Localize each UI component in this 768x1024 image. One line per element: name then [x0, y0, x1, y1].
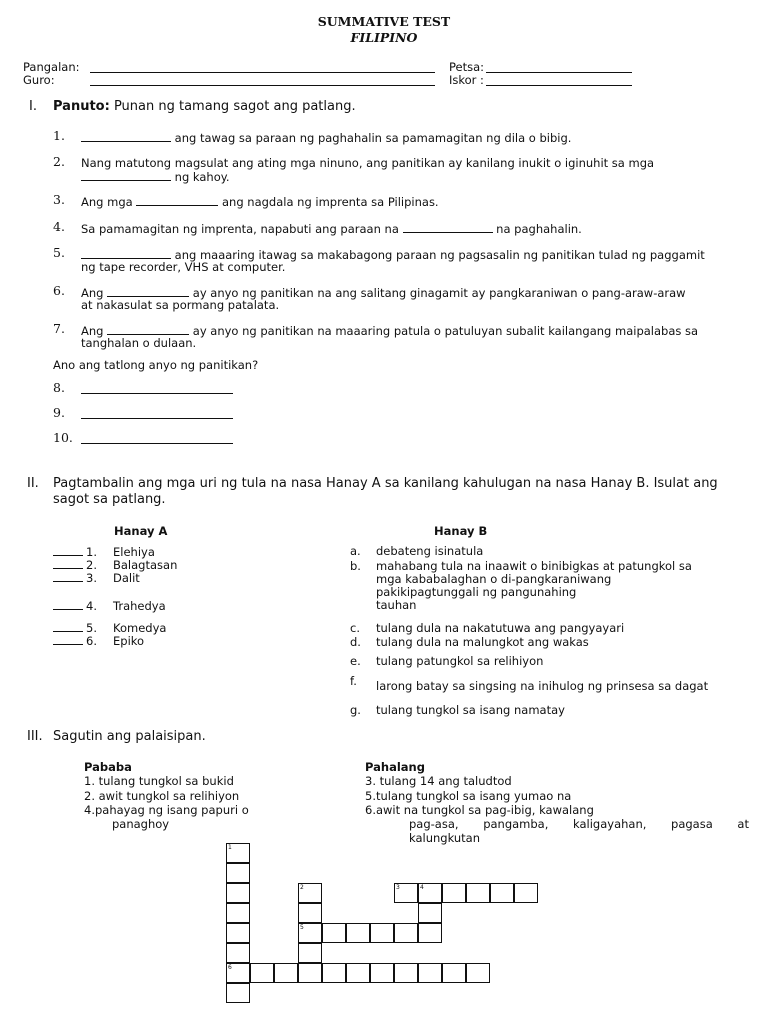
definition-text: mahabang tula na inaawit o binibigkas at patungkol sa [376, 559, 692, 573]
crossword-cell[interactable] [418, 963, 442, 983]
part3-instruction: Sagutin ang palaisipan. [53, 729, 206, 744]
match-answer-blank[interactable] [53, 631, 83, 632]
crossword-cell[interactable] [226, 943, 250, 963]
score-label: Iskor : [449, 73, 484, 87]
crossword-cell[interactable] [322, 963, 346, 983]
match-answer-blank[interactable] [53, 581, 83, 582]
part2-instruction-line1: Pagtambalin ang mga uri ng tula na nasa Hanay A sa kanilang kahulugan na nasa Hanay B. Isulat ang [53, 476, 718, 491]
crossword-cell[interactable] [490, 883, 514, 903]
definition-text: debateng isinatula [376, 544, 484, 558]
item-text: ang nagdala ng imprenta sa Pilipinas. [218, 195, 439, 209]
definition-text: tulang tungkol sa isang namatay [376, 703, 565, 717]
name-field[interactable] [90, 72, 435, 73]
match-item-text: Balagtasan [113, 558, 178, 572]
crossword-cell[interactable] [274, 963, 298, 983]
answer-blank[interactable] [107, 324, 189, 335]
item-number: 7. [53, 321, 65, 336]
crossword-cell[interactable] [298, 943, 322, 963]
item-number: 5. [53, 245, 65, 260]
item-text: Nang matutong magsulat ang ating mga ninuno, ang panitikan ay kanilang inukit o iginuhit sa mga [81, 156, 655, 170]
item-text-line [81, 337, 196, 350]
item-text-line [81, 261, 285, 274]
definition-letter: f. [350, 674, 357, 688]
down-clue: 1. tulang tungkol sa bukid [84, 774, 234, 788]
item-number: 4. [53, 219, 65, 234]
match-item-text: Epiko [113, 634, 145, 648]
down-clues-title: Pababa [84, 760, 132, 774]
answer-blank[interactable] [81, 248, 171, 259]
part1-instruction-text: Punan ng tamang sagot ang patlang. [109, 99, 356, 114]
item-number: 9. [53, 405, 65, 420]
item-text: ang maaaring itawag sa makabagong paraan ng pagsasalin ng panitikan tulad ng paggamit [171, 248, 705, 262]
crossword-cell[interactable] [322, 923, 346, 943]
crossword-cell[interactable] [514, 883, 538, 903]
match-item-text: Komedya [113, 621, 167, 635]
down-clue: 2. awit tungkol sa relihiyon [84, 789, 240, 803]
crossword-clue-number: 2 [300, 884, 304, 891]
answer-blank[interactable] [81, 418, 233, 419]
answer-blank[interactable] [403, 222, 493, 233]
item-text-line [81, 195, 439, 209]
crossword-cell[interactable] [226, 983, 250, 1003]
crossword-cell[interactable] [226, 883, 250, 903]
across-clue: 5.tulang tungkol sa isang yumao na [365, 789, 572, 803]
definition-text: tulang dula na nakatutuwa ang pangyayari [376, 621, 625, 635]
answer-blank[interactable] [136, 195, 218, 206]
across-clue-continued [409, 818, 749, 831]
item-text: Ang [81, 286, 108, 300]
match-answer-blank[interactable] [53, 568, 83, 569]
answer-blank[interactable] [81, 131, 171, 142]
column-a-title: Hanay A [114, 524, 168, 538]
item-text: Ang mga [81, 195, 137, 209]
page-title: SUMMATIVE TEST [317, 14, 451, 29]
definition-text: tulang patungkol sa relihiyon [376, 654, 544, 668]
item-text: ay anyo ng panitikan na ang salitang ginagamit ay pangkaraniwan o pang-araw-araw [189, 286, 686, 300]
crossword-cell[interactable] [346, 923, 370, 943]
match-item-text: Elehiya [113, 545, 155, 559]
item-text-line [81, 299, 279, 312]
crossword-clue-number: 3 [396, 884, 400, 891]
item-number: 10. [53, 430, 73, 445]
score-field[interactable] [486, 85, 632, 86]
across-word: at [737, 817, 749, 831]
item-text: ang tawag sa paraan ng paghahalin sa pamamagitan ng dila o bibig. [171, 131, 572, 145]
crossword-cell[interactable] [442, 963, 466, 983]
item-text: tanghalan o dulaan. [81, 336, 197, 350]
crossword-cell[interactable] [226, 923, 250, 943]
definition-letter: b. [350, 559, 361, 573]
item-text: Ang [81, 324, 108, 338]
item-text-line [81, 222, 582, 236]
across-word: kaligayahan, [573, 817, 647, 831]
item-text-line [81, 170, 230, 184]
answer-blank[interactable] [107, 286, 189, 297]
across-clue: 3. tulang 14 ang taludtod [365, 774, 512, 788]
match-item-number: 5. [86, 621, 97, 635]
column-b-title: Hanay B [434, 524, 488, 538]
crossword-cell[interactable] [418, 903, 442, 923]
item-text-line [81, 131, 571, 145]
date-field[interactable] [486, 72, 632, 73]
across-clue: 6.awit na tungkol sa pag-ibig, kawalang [365, 803, 594, 817]
definition-letter: g. [350, 703, 361, 717]
item-number: 6. [53, 283, 65, 298]
item-number: 1. [53, 128, 65, 143]
part2-instruction-line2: sagot sa patlang. [53, 492, 166, 507]
definition-text: larong batay sa singsing na inihulog ng prinsesa sa dagat [376, 679, 709, 693]
part1-question: Ano ang tatlong anyo ng panitikan? [53, 358, 259, 372]
part3-roman: III. [27, 729, 43, 744]
match-item-number: 2. [86, 558, 97, 572]
crossword-cell[interactable] [466, 883, 490, 903]
crossword-cell[interactable] [370, 923, 394, 943]
item-text: at nakasulat sa pormang patalata. [81, 298, 280, 312]
item-text: na paghahalin. [492, 222, 582, 236]
part1-instruction-label: Panuto: [53, 99, 110, 114]
item-text: ng kahoy. [171, 170, 230, 184]
crossword-cell[interactable] [466, 963, 490, 983]
match-item-text: Dalit [113, 571, 140, 585]
crossword-cell[interactable] [250, 963, 274, 983]
match-answer-blank[interactable] [53, 555, 83, 556]
crossword-cell[interactable] [298, 903, 322, 923]
item-number: 2. [53, 154, 65, 169]
across-clues-title: Pahalang [365, 760, 425, 774]
down-clue: 4.pahayag ng isang papuri o [84, 803, 249, 817]
crossword-cell[interactable] [394, 963, 418, 983]
crossword-cell[interactable] [226, 863, 250, 883]
definition-text: mga kababalaghan o di-pangkaraniwang [376, 572, 612, 586]
item-number: 8. [53, 380, 65, 395]
teacher-label: Guro: [23, 73, 55, 87]
crossword-cell[interactable] [346, 963, 370, 983]
across-word: pag-asa, [409, 817, 459, 831]
match-item-number: 6. [86, 634, 97, 648]
match-answer-blank[interactable] [53, 644, 83, 645]
answer-blank[interactable] [81, 170, 171, 181]
item-text: ng tape recorder, VHS at computer. [81, 260, 286, 274]
match-item-number: 3. [86, 571, 97, 585]
item-text: Sa pamamagitan ng imprenta, napabuti ang paraan na [81, 222, 403, 236]
part1-instruction [53, 100, 356, 113]
crossword-cell[interactable] [298, 963, 322, 983]
crossword-cell[interactable] [418, 923, 442, 943]
crossword-clue-number: 4 [420, 884, 424, 891]
item-text-line [81, 157, 654, 170]
crossword-cell[interactable] [442, 883, 466, 903]
across-word: pangamba, [483, 817, 549, 831]
date-label: Petsa: [449, 60, 485, 74]
definition-text: pakikipagtunggali ng pangunahing [376, 585, 577, 599]
answer-blank[interactable] [81, 443, 233, 444]
match-answer-blank[interactable] [53, 609, 83, 610]
match-item-text: Trahedya [113, 599, 166, 613]
down-clue: panaghoy [112, 817, 170, 831]
teacher-field[interactable] [90, 85, 435, 86]
crossword-cell[interactable] [370, 963, 394, 983]
across-word: pagasa [671, 817, 713, 831]
name-label: Pangalan: [23, 60, 80, 74]
definition-text: tulang dula na malungkot ang wakas [376, 635, 589, 649]
answer-blank[interactable] [81, 393, 233, 394]
crossword-cell[interactable] [226, 903, 250, 923]
part2-roman: II. [27, 476, 39, 491]
crossword-clue-number: 5 [300, 924, 304, 931]
definition-letter: c. [350, 621, 360, 635]
definition-letter: a. [350, 544, 361, 558]
match-item-number: 1. [86, 545, 97, 559]
part1-roman: I. [29, 99, 37, 114]
across-clue-continued: kalungkutan [409, 831, 481, 845]
item-number: 3. [53, 192, 65, 207]
definition-letter: e. [350, 654, 361, 668]
item-text: ay anyo ng panitikan na maaaring patula o patuluyan subalit kailangang maipalabas sa [189, 324, 699, 338]
page-subtitle: FILIPINO [350, 30, 418, 45]
match-item-number: 4. [86, 599, 97, 613]
definition-letter: d. [350, 635, 361, 649]
crossword-clue-number: 1 [228, 844, 232, 851]
definition-text: tauhan [376, 598, 417, 612]
crossword-clue-number: 6 [228, 964, 232, 971]
crossword-cell[interactable] [394, 923, 418, 943]
